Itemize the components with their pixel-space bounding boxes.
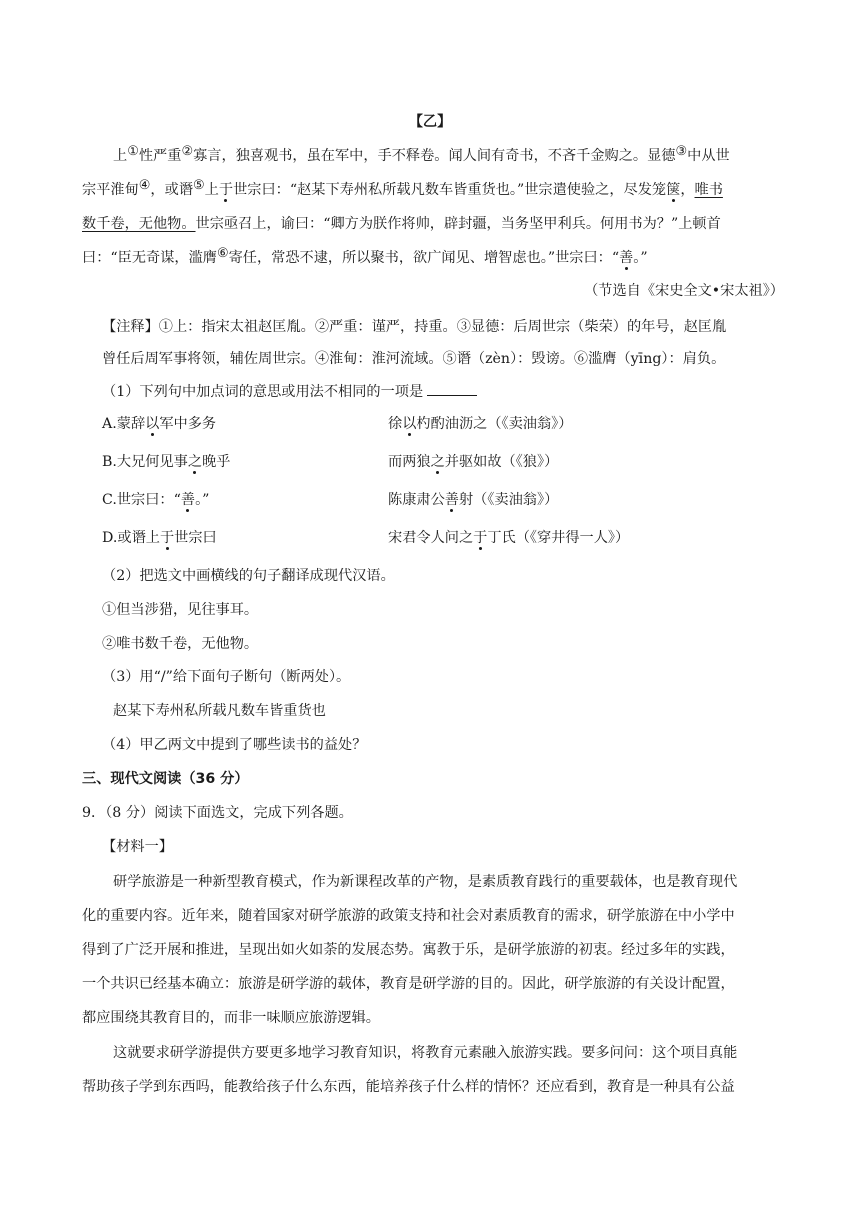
option-a: A.蒙辞以军中多务 徐以杓酌油沥之（《卖油翁》） — [102, 416, 573, 432]
passage-line-4: 曰：“臣无奇谋，滥膺⑥寄任，常恐不逮，所以聚书，欲广闻见、增智虑也。”世宗曰：“善。” — [82, 246, 648, 266]
question-3-prompt: （3）用“/”给下面句子断句（断两处）。 — [102, 669, 351, 685]
question-2-prompt: （2）把选文中画横线的句子翻译成现代汉语。 — [102, 568, 395, 584]
paragraph-line: 都应围绕其教育目的，而非一味顺应旅游逻辑。 — [82, 1010, 380, 1026]
question-3-sentence: 赵某下寿州私所载凡数车皆重货也 — [113, 703, 326, 719]
question-2-item-1: ①但当涉猎，见往事耳。 — [102, 602, 259, 618]
underlined-sentence: 唯书 — [694, 182, 723, 198]
paragraph-line: 一个共识已经基本确立：旅游是研学游的载体，教育是研学游的目的。因此，研学旅游的有关设计配置， — [82, 976, 735, 992]
paragraph-line: 这就要求研学游提供方要更多地学习教育知识，将教育元素融入旅游实践。要多问问：这个项目真能 — [113, 1045, 738, 1061]
answer-blank[interactable] — [427, 381, 477, 396]
passage-source: （节选自《宋史全文•宋太祖》） — [584, 283, 784, 299]
section-heading: 三、现代文阅读（36 分） — [82, 771, 249, 787]
option-c: C.世宗曰：“善。” 陈康肃公善射（《卖油翁》） — [102, 492, 559, 508]
question-4-prompt: （4）甲乙两文中提到了哪些读书的益处？ — [102, 737, 367, 753]
passage-line-1: 上①性严重②寡言，独喜观书，虽在军中，手不释卷。闻人间有奇书，不吝千金购之。显德③中从世 — [113, 144, 730, 164]
paragraph-line: 帮助孩子学到东西吗，能教给孩子什么东西，能培养孩子什么样的情怀？还应看到，教育是一种具有公益 — [82, 1079, 735, 1095]
paragraph-line: 得到了广泛开展和推进，呈现出如火如荼的发展态势。寓教于乐，是研学旅游的初衷。经过多年的实践， — [82, 942, 735, 958]
option-b: B.大兄何见事之晚乎 而两狼之并驱如故（《狼》） — [102, 454, 559, 470]
underlined-sentence-cont: 数千卷，无他物。 — [82, 216, 196, 232]
question-1-prompt: （1）下列句中加点词的意思或用法不相同的一项是 — [102, 381, 477, 402]
question-2-item-2: ②唯书数千卷，无他物。 — [102, 636, 259, 652]
paragraph-line: 研学旅游是一种新型教育模式，作为新课程改革的产物，是素质教育践行的重要载体，也是教育现代 — [113, 874, 738, 890]
option-d: D.或谮上于世宗曰 宋君令人问之于丁氏（《穿井得一人》） — [102, 530, 630, 546]
notes-line-2: 曾任后周军事将领，辅佐周世宗。④淮甸：淮河流域。⑤谮（zèn）：毁谤。⑥滥膺（yīng）：肩负。 — [102, 351, 726, 367]
notes-line-1: 【注释】①上：指宋太祖赵匡胤。②严重：谨严，持重。③显德：后周世宗（柴荣）的年号，赵匡胤 — [102, 319, 727, 335]
question-9-prompt: 9．（8 分）阅读下面选文，完成下列各题。 — [82, 805, 353, 821]
material-label: 【材料一】 — [102, 839, 173, 855]
section-title-yi: 【乙】 — [408, 114, 452, 130]
passage-line-2: 宗平淮甸④，或谮⑤上于世宗曰：“赵某下寿州私所载凡数车皆重货也。”世宗遣使验之，尽发笼箧，唯书 — [82, 178, 723, 198]
paragraph-line: 化的重要内容。近年来，随着国家对研学旅游的政策支持和社会对素质教育的需求，研学旅游在中小学中 — [82, 908, 735, 924]
passage-line-3: 数千卷，无他物。世宗亟召上，谕曰：“卿方为朕作将帅，辟封疆，当务坚甲利兵。何用书为？”上顿首 — [82, 216, 721, 232]
